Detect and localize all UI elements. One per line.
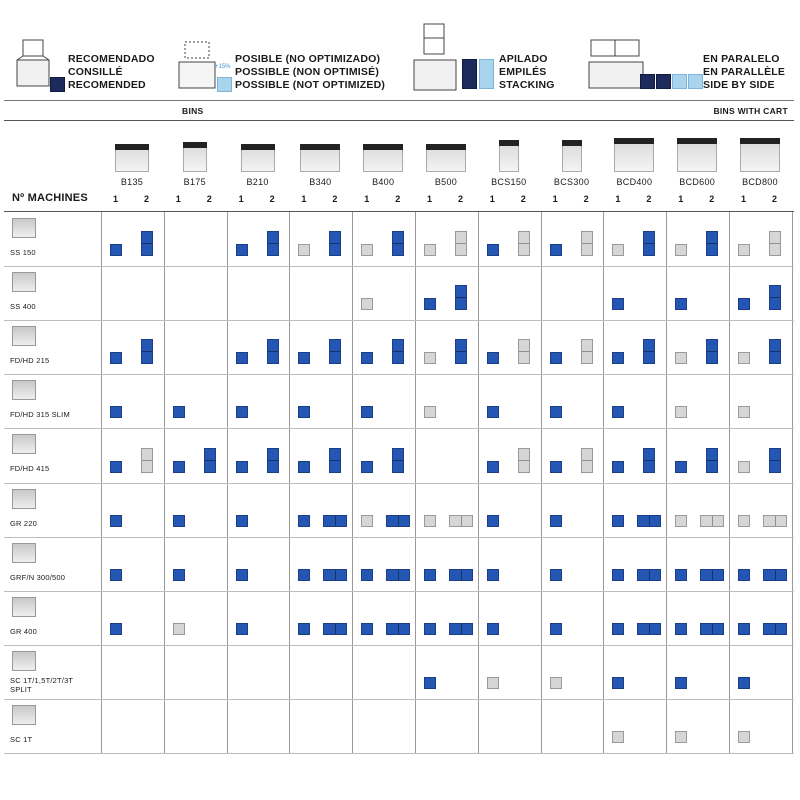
machine-count-2: 2 — [206, 194, 212, 204]
possible-single-marker — [738, 406, 750, 418]
recommended-stacked-marker — [643, 448, 655, 473]
bin-label: BCD400 — [616, 177, 653, 187]
bin-header-b175 — [165, 132, 225, 188]
recommended-single-marker — [738, 677, 750, 689]
possible-single-marker — [298, 244, 310, 256]
machine-image-icon — [12, 543, 36, 563]
recommended-single-marker — [298, 406, 310, 418]
legend-square-side-light-1 — [672, 74, 687, 89]
possible-single-marker — [612, 244, 624, 256]
bin-image-icon — [241, 144, 275, 172]
possible-single-marker — [424, 515, 436, 527]
machine-image-icon — [12, 651, 36, 671]
row-divider — [4, 428, 794, 429]
recommended-single-marker — [487, 515, 499, 527]
bin-header-bcd600 — [667, 132, 727, 188]
machine-count-1: 1 — [427, 194, 433, 204]
recommended-stacked-marker — [643, 231, 655, 256]
recommended-stacked-marker — [204, 448, 216, 473]
recommended-side-by-side-marker — [386, 515, 410, 527]
recommended-single-marker — [361, 623, 373, 635]
possible-side-by-side-marker — [700, 515, 724, 527]
recommended-single-marker — [110, 352, 122, 364]
recommended-single-marker — [110, 515, 122, 527]
recommended-single-marker — [738, 623, 750, 635]
recommended-single-marker — [612, 515, 624, 527]
recommended-side-by-side-marker — [637, 623, 661, 635]
machine-name: SS 150 — [10, 248, 36, 257]
recommended-single-marker — [675, 623, 687, 635]
bin-image-icon — [300, 144, 340, 172]
grid-top-line — [4, 211, 794, 212]
recommended-single-marker — [487, 623, 499, 635]
bin-image-icon — [183, 142, 207, 172]
bin-header-bcd400 — [604, 132, 664, 188]
recommended-side-by-side-marker — [449, 623, 473, 635]
recommended-single-marker — [236, 623, 248, 635]
recommended-stacked-marker — [267, 448, 279, 473]
machine-name: GR 220 — [10, 518, 38, 528]
legend-possible-line-1: POSIBLE (NO OPTIMIZADO) — [235, 53, 381, 65]
recommended-single-marker — [550, 515, 562, 527]
recommended-stacked-marker — [706, 448, 718, 473]
recommended-single-marker — [487, 461, 499, 473]
stacked-machine-illustration-icon — [412, 20, 462, 95]
machine-count-1: 1 — [175, 194, 181, 204]
recommended-side-by-side-marker — [763, 623, 787, 635]
bin-label: BCS150 — [491, 177, 527, 187]
recommended-single-marker — [738, 569, 750, 581]
bin-header-bcd800 — [730, 132, 790, 188]
legend-side-line-1: EN PARALELO — [703, 53, 780, 65]
recommended-stacked-marker — [392, 339, 404, 364]
recommended-stacked-marker — [392, 231, 404, 256]
recommended-single-marker — [550, 406, 562, 418]
possible-stacked-marker — [518, 231, 530, 256]
recommended-single-marker — [738, 298, 750, 310]
row-divider — [4, 374, 794, 375]
recommended-single-marker — [110, 623, 122, 635]
row-divider — [4, 483, 794, 484]
machine-name: SC 1T — [10, 734, 33, 744]
recommended-stacked-marker — [643, 339, 655, 364]
recommended-single-marker — [424, 623, 436, 635]
machine-count-1: 1 — [238, 194, 244, 204]
machine-image-icon — [12, 705, 36, 725]
row-divider — [4, 537, 794, 538]
possible-single-marker — [424, 244, 436, 256]
recommended-single-marker — [298, 352, 310, 364]
legend-possible-line-2: POSSIBLE (NON OPTIMISÉ) — [235, 66, 380, 78]
machine-image-icon — [12, 272, 36, 292]
legend-side-line-2: EN PARALLÈLE — [703, 66, 786, 78]
recommended-single-marker — [236, 244, 248, 256]
legend-square-stack-dark — [462, 59, 477, 89]
machine-name: GRF/N 300/500 — [10, 572, 66, 582]
row-divider — [4, 266, 794, 267]
recommended-side-by-side-marker — [637, 515, 661, 527]
recommended-stacked-marker — [455, 285, 467, 310]
recommended-single-marker — [487, 352, 499, 364]
machine-image-icon — [12, 489, 36, 509]
recommended-single-marker — [173, 515, 185, 527]
legend-possible — [175, 0, 395, 100]
possible-single-marker — [675, 406, 687, 418]
recommended-single-marker — [236, 569, 248, 581]
recommended-single-marker — [110, 569, 122, 581]
recommended-single-marker — [550, 352, 562, 364]
machine-count-2: 2 — [269, 194, 275, 204]
legend-possible-badge: +15% — [215, 64, 231, 70]
recommended-single-marker — [361, 461, 373, 473]
machine-count-1: 1 — [301, 194, 307, 204]
recommended-single-marker — [612, 623, 624, 635]
recommended-single-marker — [675, 461, 687, 473]
possible-single-marker — [361, 244, 373, 256]
recommended-stacked-marker — [769, 448, 781, 473]
bin-label: B500 — [434, 177, 458, 187]
row-divider — [4, 591, 794, 592]
machine-count-1: 1 — [364, 194, 370, 204]
recommended-single-marker — [424, 569, 436, 581]
machine-image-icon — [12, 326, 36, 346]
machine-name: FD/HD 215 — [10, 356, 50, 366]
possible-single-marker — [361, 515, 373, 527]
bin-image-icon — [115, 144, 149, 172]
possible-single-marker — [738, 461, 750, 473]
bin-image-icon — [363, 144, 403, 172]
bin-header-b500 — [416, 132, 476, 188]
legend-square-side-dark-1 — [640, 74, 655, 89]
bin-image-icon — [614, 138, 654, 172]
legend — [0, 0, 800, 100]
possible-stacked-marker — [518, 448, 530, 473]
recommended-single-marker — [612, 461, 624, 473]
ice-machine-illustration-icon — [14, 38, 52, 90]
recommended-single-marker — [675, 569, 687, 581]
recommended-side-by-side-marker — [700, 623, 724, 635]
recommended-single-marker — [612, 406, 624, 418]
legend-possible-line-3: POSSIBLE (NOT OPTIMIZED) — [235, 79, 386, 91]
possible-stacked-marker — [581, 448, 593, 473]
recommended-single-marker — [298, 623, 310, 635]
legend-recommended-line-2: CONSILLÉ — [68, 66, 123, 78]
bins-with-cart-header: BINS WITH CART — [713, 106, 788, 116]
recommended-side-by-side-marker — [763, 569, 787, 581]
machine-image-icon — [12, 434, 36, 454]
legend-side-line-3: SIDE BY SIDE — [703, 79, 775, 91]
bin-header-bcs300 — [542, 132, 602, 188]
recommended-single-marker — [361, 569, 373, 581]
recommended-single-marker — [612, 569, 624, 581]
recommended-side-by-side-marker — [386, 569, 410, 581]
bin-label: BCD800 — [742, 177, 778, 187]
recommended-single-marker — [424, 677, 436, 689]
machine-name: SS 400 — [10, 302, 36, 312]
bin-image-icon — [740, 138, 780, 172]
row-divider — [4, 645, 794, 646]
legend-square-dark — [50, 77, 65, 92]
recommended-single-marker — [675, 298, 687, 310]
recommended-single-marker — [173, 406, 185, 418]
legend-stacking-line-1: APILADO — [499, 53, 548, 65]
bin-label: B135 — [120, 177, 144, 187]
recommended-side-by-side-marker — [323, 515, 347, 527]
bin-image-icon — [562, 140, 582, 172]
bin-label: B340 — [309, 177, 332, 187]
recommended-single-marker — [110, 406, 122, 418]
legend-square-side-light-2 — [688, 74, 703, 89]
legend-divider — [4, 100, 794, 101]
possible-single-marker — [675, 244, 687, 256]
recommended-single-marker — [550, 461, 562, 473]
machine-count-2: 2 — [520, 194, 526, 204]
possible-single-marker — [487, 677, 499, 689]
row-divider — [4, 699, 794, 700]
machine-name: SPLIT — [10, 684, 32, 694]
recommended-single-marker — [612, 298, 624, 310]
legend-side-by-side — [585, 0, 800, 100]
machines-title: Nº MACHINES — [12, 192, 88, 204]
machine-count-2: 2 — [458, 194, 464, 204]
recommended-single-marker — [675, 677, 687, 689]
recommended-single-marker — [612, 677, 624, 689]
recommended-side-by-side-marker — [637, 569, 661, 581]
recommended-side-by-side-marker — [323, 569, 347, 581]
legend-recommended-line-1: RECOMENDADO — [68, 53, 155, 65]
machine-count-2: 2 — [583, 194, 589, 204]
possible-single-marker — [738, 244, 750, 256]
bin-header-b400 — [353, 132, 413, 188]
possible-stacked-marker — [455, 231, 467, 256]
possible-single-marker — [675, 352, 687, 364]
recommended-stacked-marker — [706, 339, 718, 364]
legend-recommended — [10, 0, 180, 100]
possible-side-by-side-marker — [449, 515, 473, 527]
legend-stacking-line-2: EMPILÉS — [499, 66, 547, 78]
recommended-side-by-side-marker — [386, 623, 410, 635]
legend-stacking-line-3: STACKING — [499, 79, 555, 91]
possible-single-marker — [361, 298, 373, 310]
bin-label: B210 — [246, 177, 269, 187]
recommended-stacked-marker — [141, 339, 153, 364]
bin-header-bcs150 — [479, 132, 539, 188]
recommended-stacked-marker — [267, 231, 279, 256]
recommended-stacked-marker — [706, 231, 718, 256]
bin-header-b135 — [102, 132, 162, 188]
legend-recommended-line-3: RECOMENDED — [68, 79, 146, 91]
header-divider — [4, 120, 794, 121]
legend-square-side-dark-2 — [656, 74, 671, 89]
recommended-single-marker — [361, 406, 373, 418]
recommended-stacked-marker — [769, 285, 781, 310]
recommended-stacked-marker — [141, 231, 153, 256]
recommended-stacked-marker — [329, 448, 341, 473]
machine-name: FD/HD 415 — [10, 464, 50, 474]
recommended-single-marker — [550, 569, 562, 581]
recommended-single-marker — [550, 244, 562, 256]
machine-image-icon — [12, 218, 36, 238]
machine-count-2: 2 — [646, 194, 652, 204]
possible-stacked-marker — [141, 448, 153, 473]
machine-image-icon — [12, 380, 36, 400]
recommended-single-marker — [487, 406, 499, 418]
machine-count-2: 2 — [144, 194, 150, 204]
recommended-single-marker — [236, 515, 248, 527]
bin-label: BCD600 — [679, 177, 716, 187]
machine-count-2: 2 — [772, 194, 778, 204]
recommended-single-marker — [236, 352, 248, 364]
possible-single-marker — [612, 731, 624, 743]
machine-name: FD/HD 315 SLIM — [10, 410, 70, 420]
bin-label: B175 — [183, 177, 206, 187]
possible-single-marker — [550, 677, 562, 689]
recommended-stacked-marker — [329, 231, 341, 256]
row-divider — [4, 320, 794, 321]
recommended-single-marker — [487, 569, 499, 581]
recommended-single-marker — [487, 244, 499, 256]
recommended-stacked-marker — [267, 339, 279, 364]
machine-count-1: 1 — [113, 194, 119, 204]
bin-header-b340 — [290, 132, 350, 188]
machine-count-1: 1 — [552, 194, 558, 204]
legend-stacking — [410, 0, 580, 100]
possible-single-marker — [424, 352, 436, 364]
bin-image-icon — [677, 138, 717, 172]
legend-square-stack-light — [479, 59, 494, 89]
bins-header: BINS — [182, 106, 204, 116]
recommended-stacked-marker — [455, 339, 467, 364]
legend-square-light — [217, 77, 232, 92]
machine-count-2: 2 — [709, 194, 715, 204]
possible-stacked-marker — [581, 231, 593, 256]
machine-name: GR 400 — [10, 626, 38, 636]
machine-name: SC 1T/1,5T/2T/3T — [10, 675, 74, 685]
recommended-single-marker — [298, 569, 310, 581]
recommended-single-marker — [236, 406, 248, 418]
recommended-single-marker — [110, 244, 122, 256]
possible-single-marker — [675, 515, 687, 527]
possible-single-marker — [173, 623, 185, 635]
recommended-single-marker — [298, 515, 310, 527]
machine-count-1: 1 — [615, 194, 621, 204]
recommended-side-by-side-marker — [323, 623, 347, 635]
possible-stacked-marker — [518, 339, 530, 364]
possible-single-marker — [675, 731, 687, 743]
recommended-single-marker — [298, 461, 310, 473]
possible-single-marker — [738, 515, 750, 527]
bin-image-icon — [499, 140, 519, 172]
recommended-side-by-side-marker — [449, 569, 473, 581]
recommended-single-marker — [236, 461, 248, 473]
recommended-stacked-marker — [392, 448, 404, 473]
possible-single-marker — [738, 352, 750, 364]
recommended-single-marker — [173, 461, 185, 473]
machine-image-icon — [12, 597, 36, 617]
side-by-side-illustration-icon — [587, 38, 647, 94]
recommended-single-marker — [361, 352, 373, 364]
row-divider — [4, 753, 794, 754]
recommended-single-marker — [110, 461, 122, 473]
possible-stacked-marker — [581, 339, 593, 364]
recommended-stacked-marker — [329, 339, 341, 364]
machine-count-2: 2 — [395, 194, 401, 204]
recommended-single-marker — [550, 623, 562, 635]
machine-count-1: 1 — [489, 194, 495, 204]
recommended-side-by-side-marker — [700, 569, 724, 581]
machine-count-2: 2 — [332, 194, 338, 204]
bin-label: BCS300 — [553, 177, 590, 187]
bin-label: B400 — [372, 177, 395, 187]
bin-image-icon — [426, 144, 466, 172]
possible-side-by-side-marker — [763, 515, 787, 527]
recommended-single-marker — [173, 569, 185, 581]
possible-single-marker — [738, 731, 750, 743]
machine-count-1: 1 — [741, 194, 747, 204]
possible-single-marker — [424, 406, 436, 418]
possible-stacked-marker — [769, 231, 781, 256]
recommended-single-marker — [424, 298, 436, 310]
recommended-stacked-marker — [769, 339, 781, 364]
bin-header-b210 — [228, 132, 288, 188]
recommended-single-marker — [612, 352, 624, 364]
machine-count-1: 1 — [678, 194, 684, 204]
